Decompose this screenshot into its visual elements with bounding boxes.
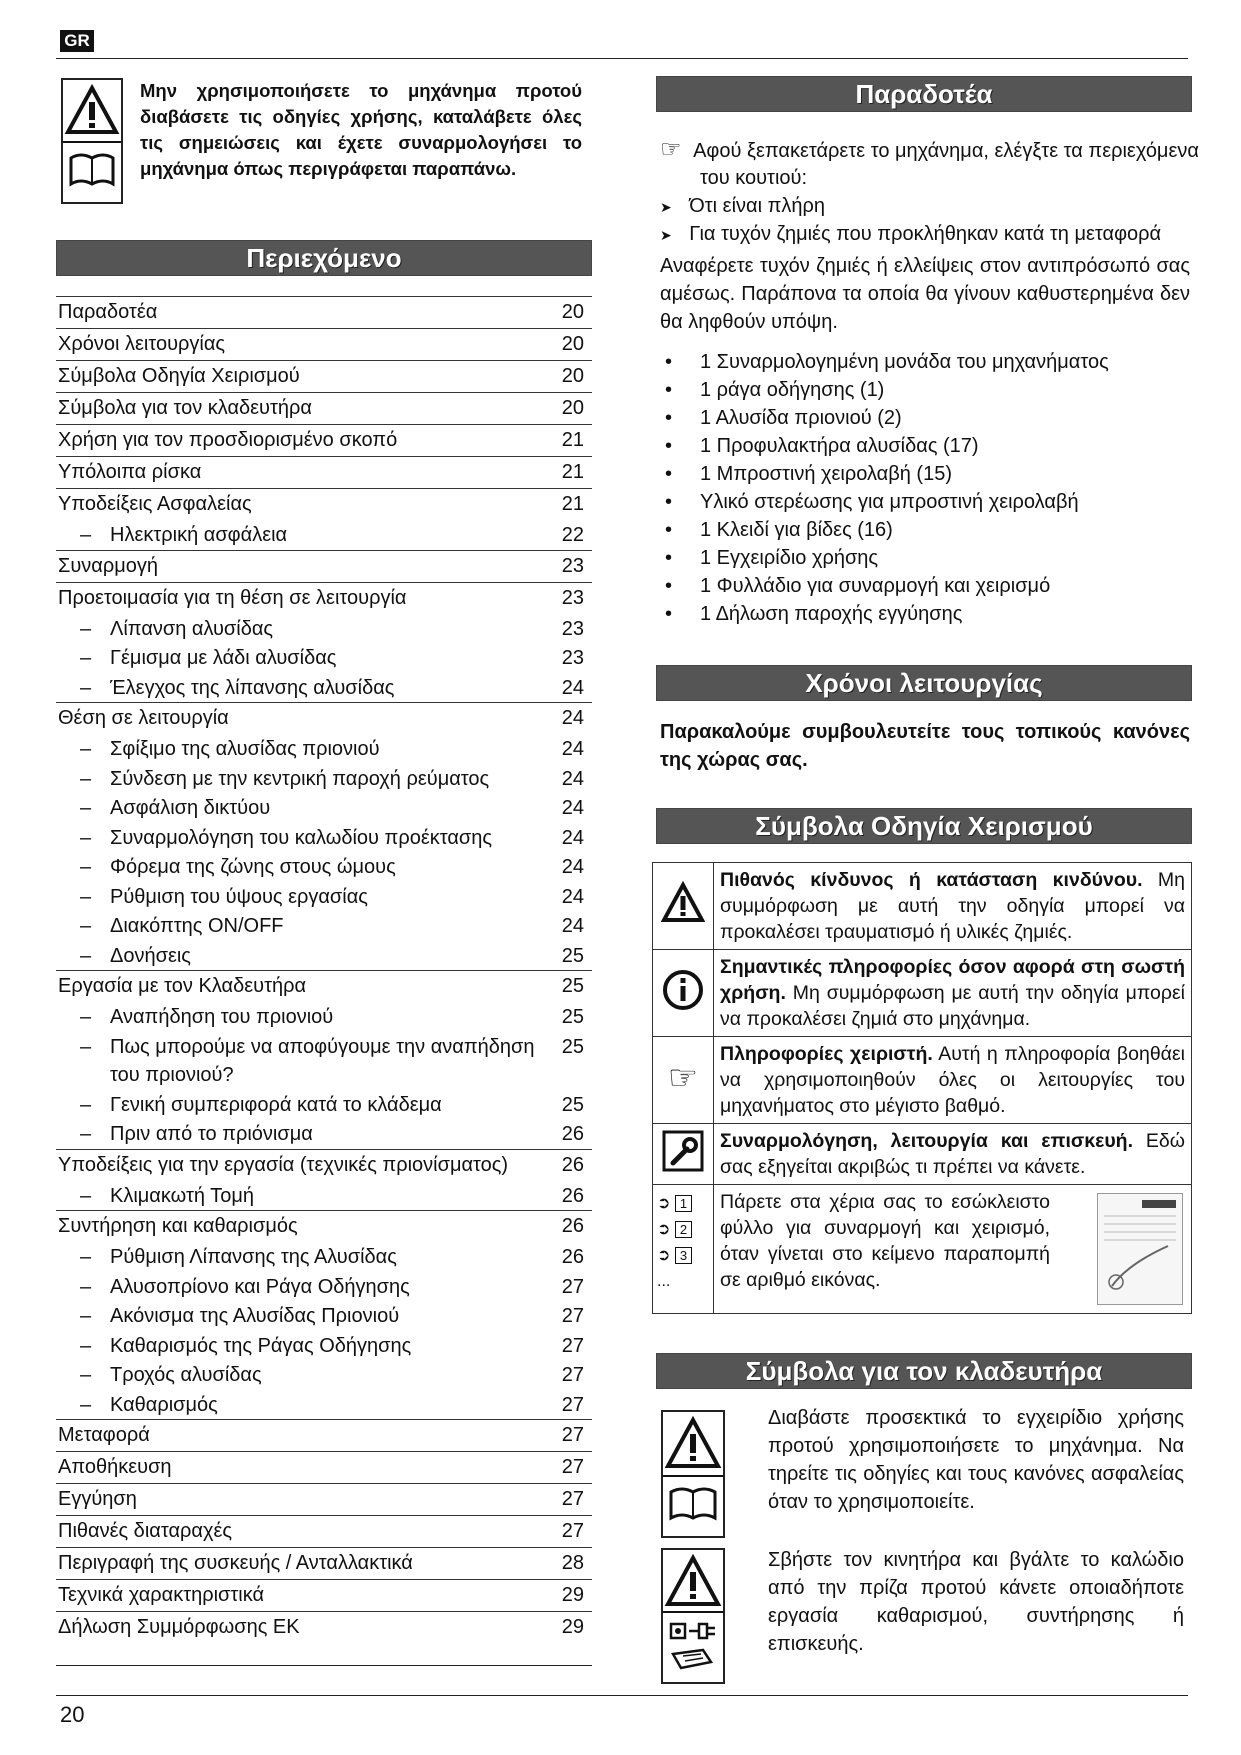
toc-label: Αναπήδηση του πριονιού bbox=[110, 1006, 334, 1028]
toc-page-number: 25 bbox=[561, 944, 584, 967]
toc-dash: – bbox=[80, 797, 92, 819]
symbol-reference-cell bbox=[714, 1185, 1192, 1314]
toc-dash: – bbox=[80, 885, 92, 908]
toc-label: Ηλεκτρική ασφάλεια bbox=[110, 524, 288, 546]
toc-page-number: 29 bbox=[561, 1584, 584, 1606]
hand-pointer-icon: ☞ bbox=[653, 1037, 714, 1124]
toc-subentry[interactable] bbox=[56, 941, 592, 971]
toc-page-number: 24 bbox=[561, 797, 584, 819]
toc-dash: – bbox=[80, 856, 92, 878]
toc-subentry[interactable] bbox=[56, 614, 592, 644]
toc-label: Δήλωση Συμμόρφωσης ΕΚ bbox=[58, 1616, 300, 1638]
toc-subentry[interactable] bbox=[56, 1272, 592, 1302]
toc-page-number: 23 bbox=[561, 554, 584, 577]
toc-subentry[interactable] bbox=[56, 1301, 592, 1331]
delivery-item: • 1 Αλυσίδα πριονιού (2) bbox=[660, 404, 1190, 432]
toc-dash: – bbox=[80, 767, 92, 790]
info-icon bbox=[653, 950, 714, 1037]
toc-page-number: 24 bbox=[561, 738, 584, 760]
toc-subentry[interactable] bbox=[56, 882, 592, 912]
toc-page-number: 23 bbox=[561, 647, 584, 669]
toc-page-number: 21 bbox=[561, 493, 584, 515]
toc-page-number: 20 bbox=[561, 301, 584, 323]
toc-page-number: 26 bbox=[561, 1184, 584, 1207]
toc-label: Χρήση για τον προσδιορισμένο σκοπό bbox=[58, 429, 398, 451]
warning-read-manual-icon bbox=[61, 78, 123, 204]
unplug-before-maintenance-icon bbox=[661, 1548, 725, 1684]
toc-page-number: 21 bbox=[561, 461, 584, 483]
manual-symbols-title: Σύμβολα Οδηγία Χειρισμού bbox=[656, 808, 1192, 844]
assembly-leaflet-thumbnail bbox=[1097, 1193, 1183, 1305]
toc-entry[interactable] bbox=[56, 392, 592, 425]
toc-page-number: 25 bbox=[561, 1093, 584, 1116]
toc-bottom-rule bbox=[56, 1665, 592, 1666]
toc-title: Περιεχόμενο bbox=[56, 240, 592, 276]
toc-page-number: 24 bbox=[561, 826, 584, 849]
toc-label: Περιγραφή της συσκευής / Ανταλλακτικά bbox=[58, 1552, 413, 1574]
delivery-item: • 1 ράγα οδήγησης (1) bbox=[660, 376, 1190, 404]
toc-dash: – bbox=[80, 826, 92, 849]
toc-page-number: 20 bbox=[561, 365, 584, 387]
toc-page-number: 26 bbox=[561, 1153, 584, 1176]
toc-label: Υπόλοιπα ρίσκα bbox=[58, 461, 202, 483]
symbol-operator-text bbox=[714, 1037, 1192, 1124]
symbol-row-wrench bbox=[653, 1124, 1192, 1185]
toc-page-number: 26 bbox=[561, 1215, 584, 1237]
toc-dash: – bbox=[80, 1393, 92, 1416]
toc-page-number: 27 bbox=[561, 1393, 584, 1416]
toc-label: Ασφάλιση δικτύου bbox=[110, 797, 271, 819]
toc-label: Σφίξιμο της αλυσίδας πριονιού bbox=[110, 738, 380, 760]
toc-page-number: 24 bbox=[561, 707, 584, 729]
toc-subentry[interactable] bbox=[56, 1032, 592, 1090]
toc-page-number: 24 bbox=[561, 915, 584, 937]
toc-label: Εργασία με τον Κλαδευτήρα bbox=[58, 975, 307, 997]
delivery-item: • 1 Κλειδί για βίδες (16) bbox=[660, 516, 1190, 544]
delivery-item: • 1 Προφυλακτήρα αλυσίδας (17) bbox=[660, 432, 1190, 460]
toc-page-number: 28 bbox=[561, 1552, 584, 1574]
delivery-item: • 1 Φυλλάδιο για συναρμογή και χειρισμό bbox=[660, 572, 1190, 600]
ref-number-3: 3 bbox=[675, 1247, 692, 1264]
toc-label: Υποδείξεις για την εργασία (τεχνικές πριονίσματος) bbox=[58, 1153, 509, 1176]
toc-dash: – bbox=[80, 617, 92, 640]
toc-subentry[interactable] bbox=[56, 1119, 592, 1149]
toc-page-number: 24 bbox=[561, 856, 584, 878]
toc-subentry[interactable] bbox=[56, 1242, 592, 1272]
delivery-report-text: Αναφέρετε τυχόν ζημιές ή ελλείψεις στον αντιπρόσωπό σας αμέσως. Παράπονα τα οποία θα γίνουν καθυστερημένα δεν θα ληφθούν υπόψη. bbox=[660, 255, 1190, 333]
hand-pointer-icon: ☞ bbox=[660, 136, 682, 163]
toc-label: Ακόνισμα της Αλυσίδας Πριονιού bbox=[110, 1305, 400, 1327]
toc-subentry[interactable] bbox=[56, 1331, 592, 1361]
toc-page-number: 27 bbox=[561, 1488, 584, 1510]
toc-label: Μεταφορά bbox=[58, 1424, 150, 1446]
toc-page-number: 24 bbox=[561, 885, 584, 908]
danger-warning-icon bbox=[653, 863, 714, 950]
toc-label: Συναρμογή bbox=[58, 554, 159, 577]
toc-label: Φόρεμα της ζώνης στους ώμους bbox=[110, 856, 396, 878]
symbol-wrench-bold: Συναρμολόγηση, λειτουργία και επισκευή. bbox=[720, 1130, 1134, 1152]
toc-label: Καθαρισμός bbox=[110, 1393, 218, 1416]
pruner-symbol-text-2: Σβήστε τον κινητήρα και βγάλτε το καλώδιο από την πρίζα προτού κάνετε οποιαδήποτε εργασία καθαρισμού, συντήρησης ή επισκευής. bbox=[768, 1549, 1184, 1655]
symbol-info-text bbox=[714, 950, 1192, 1037]
read-manual-warning-icon bbox=[661, 1410, 725, 1538]
toc-entry[interactable] bbox=[56, 1611, 592, 1644]
arrow-icon: ➤ bbox=[660, 227, 672, 243]
toc-label: Παραδοτέα bbox=[58, 301, 158, 323]
toc-dash: – bbox=[80, 1123, 92, 1145]
toc-dash: – bbox=[80, 1275, 92, 1298]
toc-label: Υποδείξεις Ασφαλείας bbox=[58, 493, 252, 515]
header-rule bbox=[56, 58, 1188, 59]
toc-label: Διακόπτης ON/OFF bbox=[110, 915, 284, 937]
toc-page-number: 24 bbox=[561, 676, 584, 699]
toc-label: Έλεγχος της λίπανσης αλυσίδας bbox=[110, 676, 395, 699]
toc-entry[interactable] bbox=[56, 360, 592, 393]
toc-subentry[interactable] bbox=[56, 734, 592, 764]
toc-entry[interactable] bbox=[56, 1149, 592, 1182]
arrow-item-1 bbox=[660, 192, 825, 221]
symbol-row-danger bbox=[653, 863, 1192, 950]
symbol-info-bold: Σημαντικές πληροφορίες όσον αφορά στη σωστή χρήση. bbox=[720, 956, 1185, 1004]
delivery-items-list bbox=[660, 348, 1190, 628]
toc-label: Προετοιμασία για τη θέση σε λειτουργία bbox=[58, 586, 407, 609]
figure-reference-icons: ➲ 1 ➲ 2 ➲ 3 ... bbox=[653, 1185, 714, 1314]
toc-page-number: 21 bbox=[561, 429, 584, 451]
arrow-icon: ➤ bbox=[660, 199, 672, 215]
toc-page-number: 20 bbox=[561, 333, 584, 355]
delivery-item: • 1 Μπροστινή χειρολαβή (15) bbox=[660, 460, 1190, 488]
symbol-danger-bold: Πιθανός κίνδυνος ή κατάσταση κινδύνου. bbox=[720, 869, 1143, 891]
toc-label: Δονήσεις bbox=[110, 944, 191, 967]
toc-dash: – bbox=[80, 944, 92, 967]
delivery-item: • 1 Συναρμολογημένη μονάδα του μηχανήματος bbox=[660, 348, 1190, 376]
toc-entry[interactable] bbox=[56, 1547, 592, 1580]
delivery-item: • 1 Δήλωση παροχής εγγύησης bbox=[660, 600, 1190, 628]
toc-label: Συναρμολόγηση του καλωδίου προέκτασης bbox=[110, 826, 493, 849]
toc-label: Συντήρηση και καθαρισμός bbox=[58, 1215, 298, 1237]
toc-page-number: 25 bbox=[561, 975, 584, 997]
toc-entry[interactable] bbox=[56, 328, 592, 361]
toc-dash: – bbox=[80, 1093, 92, 1116]
toc-entry[interactable] bbox=[56, 1483, 592, 1516]
wrench-icon bbox=[653, 1124, 714, 1185]
toc-page-number: 23 bbox=[561, 617, 584, 640]
delivery-title: Παραδοτέα bbox=[656, 76, 1192, 112]
toc-dash: – bbox=[80, 524, 92, 546]
delivery-intro2: του κουτιού: bbox=[700, 167, 808, 189]
toc-entry[interactable] bbox=[56, 582, 592, 615]
toc-page-number: 27 bbox=[561, 1334, 584, 1357]
toc-page-number: 26 bbox=[561, 1246, 584, 1268]
toc-subentry[interactable] bbox=[56, 852, 592, 882]
toc-page-number: 29 bbox=[561, 1616, 584, 1638]
toc-subentry[interactable] bbox=[56, 643, 592, 673]
arrow-item-2 bbox=[660, 220, 1161, 249]
toc-entry[interactable] bbox=[56, 456, 592, 489]
arrow-item-2-text: Για τυχόν ζημιές που προκλήθηκαν κατά τη μεταφορά bbox=[689, 223, 1162, 245]
toc-entry[interactable] bbox=[56, 296, 592, 329]
toc-entry[interactable] bbox=[56, 1515, 592, 1548]
toc-subentry[interactable] bbox=[56, 793, 592, 823]
toc-label: Σύμβολα για τον κλαδευτήρα bbox=[58, 397, 312, 419]
toc-subentry[interactable] bbox=[56, 1181, 592, 1211]
toc-page-number: 27 bbox=[561, 1456, 584, 1478]
pruner-symbol-text-1: Διαβάστε προσεκτικά το εγχειρίδιο χρήσης προτού χρησιμοποιήσετε το μηχάνημα. Να τηρείτε τις οδηγίες και τους κανόνες ασφαλείας όταν το χρησιμοποιείτε. bbox=[768, 1407, 1184, 1513]
toc-entry[interactable] bbox=[56, 488, 592, 521]
toc-subentry[interactable] bbox=[56, 520, 592, 550]
operating-times-text: Παρακαλούμε συμβουλευτείτε τους τοπικούς κανόνες της χώρας σας. bbox=[660, 721, 1190, 771]
delivery-item: • 1 Εγχειρίδιο χρήσης bbox=[660, 544, 1190, 572]
toc-subentry[interactable] bbox=[56, 673, 592, 703]
toc-entry[interactable] bbox=[56, 970, 592, 1003]
symbol-danger-desc: Μη συμμόρφωση με αυτή την οδηγία μπορεί να προκαλέσει τραυματισμό ή υλικές ζημιές. bbox=[720, 869, 1185, 943]
toc-label: Πως μπορούμε να αποφύγουμε την αναπήδηση bbox=[110, 1035, 535, 1058]
toc-dash: – bbox=[80, 1246, 92, 1268]
toc-dash: – bbox=[80, 738, 92, 760]
symbol-wrench-desc: Εδώ σας εξηγείται ακριβώς τι πρέπει να κάνετε. bbox=[720, 1130, 1185, 1178]
toc-subentry[interactable] bbox=[56, 764, 592, 794]
toc-subentry[interactable] bbox=[56, 1360, 592, 1390]
toc-label: Ρύθμιση Λίπανσης της Αλυσίδας bbox=[110, 1246, 397, 1268]
toc-page-number: 23 bbox=[561, 586, 584, 609]
symbol-reference-text: Πάρετε στα χέρια σας το εσώκλειστο φύλλο για συναρμογή και χειρισμό, όταν γίνεται στο κείμενο παραπομπή σε αριθμό εικόνας. bbox=[720, 1191, 1050, 1291]
toc-page-number: 27 bbox=[561, 1424, 584, 1446]
symbol-danger-text bbox=[714, 863, 1192, 950]
toc-label: Σύμβολα Οδηγία Χειρισμού bbox=[58, 365, 300, 387]
symbol-wrench-text bbox=[714, 1124, 1192, 1185]
toc-label: Λίπανση αλυσίδας bbox=[110, 617, 274, 640]
toc-dash: – bbox=[80, 1006, 92, 1028]
toc-label: Τροχός αλυσίδας bbox=[110, 1364, 262, 1386]
footer-rule bbox=[56, 1695, 1188, 1696]
ref-number-2: 2 bbox=[675, 1221, 692, 1238]
page-number: 20 bbox=[60, 1702, 85, 1727]
toc-dash: – bbox=[80, 1364, 92, 1386]
toc-page-number: 25 bbox=[561, 1006, 584, 1028]
toc-page-number: 22 bbox=[561, 524, 584, 546]
toc-label: Κλιμακωτή Τομή bbox=[110, 1184, 254, 1207]
toc-page-number: 27 bbox=[561, 1520, 584, 1542]
ref-ellipsis: ... bbox=[657, 1273, 671, 1290]
delivery-item: • Υλικό στερέωσης για μπροστινή χειρολαβή bbox=[660, 488, 1190, 516]
toc-dash: – bbox=[80, 1334, 92, 1357]
toc-label: Θέση σε λειτουργία bbox=[58, 707, 229, 729]
toc-page-number: 25 bbox=[561, 1035, 584, 1058]
toc-entry[interactable] bbox=[56, 1419, 592, 1452]
toc-subentry[interactable] bbox=[56, 1090, 592, 1120]
toc-dash: – bbox=[80, 1035, 92, 1058]
delivery-intro-block bbox=[660, 136, 1200, 165]
symbol-row-info bbox=[653, 950, 1192, 1037]
symbol-row-reference bbox=[653, 1185, 1192, 1314]
toc-subentry[interactable] bbox=[56, 1390, 592, 1420]
ref-number-1: 1 bbox=[675, 1195, 692, 1212]
symbol-operator-bold: Πληροφορίες χειριστή. bbox=[720, 1043, 933, 1065]
toc-entry[interactable] bbox=[56, 550, 592, 583]
toc-page-number: 27 bbox=[561, 1364, 584, 1386]
pruner-symbols-title: Σύμβολα για τον κλαδευτήρα bbox=[656, 1353, 1192, 1389]
toc-page-number: 27 bbox=[561, 1305, 584, 1327]
manual-symbols-table bbox=[652, 862, 1192, 1314]
toc-label: Αποθήκευση bbox=[58, 1456, 172, 1478]
arrow-item-1-text: Ότι είναι πλήρη bbox=[689, 195, 826, 217]
symbol-operator-desc: Αυτή η πληροφορία βοηθάει να χρησιμοποιηθούν όλες οι λειτουργίες του μηχανήματος στο μέγιστο βαθμό. bbox=[720, 1043, 1185, 1117]
toc-label: Καθαρισμός της Ράγας Οδήγησης bbox=[110, 1334, 412, 1357]
toc-entry[interactable] bbox=[56, 702, 592, 735]
toc-page-number: 27 bbox=[561, 1275, 584, 1298]
toc-entry[interactable] bbox=[56, 1579, 592, 1612]
symbol-info-desc: Μη συμμόρφωση με αυτή την οδηγία μπορεί να προκαλέσει ζημιά στο μηχάνημα. bbox=[720, 982, 1185, 1030]
toc-page-number: 24 bbox=[561, 767, 584, 790]
operating-times-title: Χρόνοι λειτουργίας bbox=[656, 665, 1192, 701]
toc-label: Αλυσοπρίονο και Ράγα Οδήγησης bbox=[110, 1275, 410, 1298]
delivery-intro: Αφού ξεπακετάρετε το μηχάνημα, ελέγξτε τα περιεχόμενα bbox=[693, 140, 1199, 162]
toc-dash: – bbox=[80, 1305, 92, 1327]
toc-entry[interactable] bbox=[56, 1451, 592, 1484]
toc-entry[interactable] bbox=[56, 424, 592, 457]
toc-page-number: 26 bbox=[561, 1123, 584, 1145]
language-badge: GR bbox=[60, 30, 94, 52]
toc-label: Ρύθμιση του ύψους εργασίας bbox=[110, 885, 368, 908]
toc-label: Πριν από το πριόνισμα bbox=[110, 1123, 313, 1145]
symbol-row-operator bbox=[653, 1037, 1192, 1124]
warning-note-text: Μην χρησιμοποιήσετε το μηχάνημα προτού διαβάσετε τις οδηγίες χρήσης, καταλάβετε όλες τις σημειώσεις και έχετε συναρμολογήσει το μηχάνημα όπως περιγράφεται παραπάνω. bbox=[140, 80, 582, 179]
toc-dash: – bbox=[80, 915, 92, 937]
toc-label: Εγγύηση bbox=[58, 1488, 137, 1510]
toc-dash: – bbox=[80, 676, 92, 699]
toc-label: Χρόνοι λειτουργίας bbox=[58, 333, 226, 355]
toc-page-number: 20 bbox=[561, 397, 584, 419]
toc-dash: – bbox=[80, 647, 92, 669]
toc-subentry[interactable] bbox=[56, 911, 592, 941]
toc-label: Πιθανές διαταραχές bbox=[58, 1520, 232, 1542]
toc-subentry[interactable] bbox=[56, 1002, 592, 1032]
toc-label-continued: του πριονιού? bbox=[110, 1063, 234, 1086]
toc-subentry[interactable] bbox=[56, 823, 592, 853]
toc-label: Σύνδεση με την κεντρική παροχή ρεύματος bbox=[110, 767, 490, 790]
toc-label: Τεχνικά χαρακτηριστικά bbox=[58, 1584, 265, 1606]
toc-dash: – bbox=[80, 1184, 92, 1207]
toc-entry[interactable] bbox=[56, 1210, 592, 1243]
toc-label: Γενική συμπεριφορά κατά το κλάδεμα bbox=[110, 1093, 442, 1116]
toc-label: Γέμισμα με λάδι αλυσίδας bbox=[110, 647, 337, 669]
